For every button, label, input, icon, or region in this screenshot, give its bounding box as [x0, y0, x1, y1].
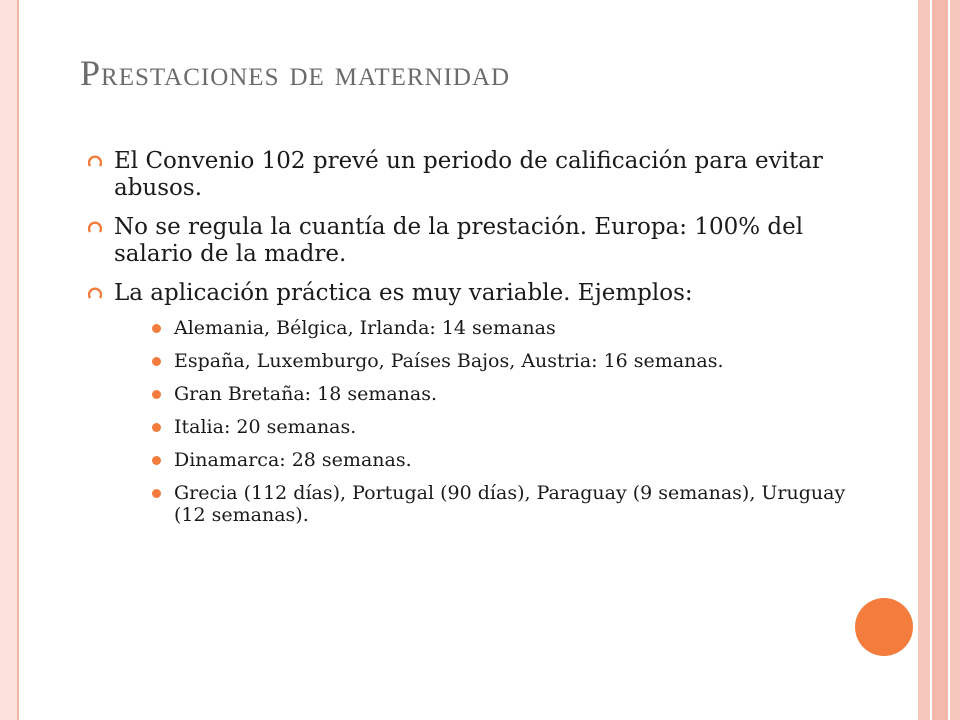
- bullet-icon: [88, 286, 102, 300]
- sub-bullet-text: Dinamarca: 28 semanas.: [174, 449, 412, 471]
- sub-bullet-list: [148, 317, 848, 526]
- bullet-icon: [88, 220, 102, 234]
- decorative-circle: [855, 598, 913, 656]
- bullet-text: No se regula la cuantía de la prestación. Europa: 100% del salario de la madre.: [114, 214, 804, 267]
- sub-bullet-item: [148, 350, 848, 372]
- right-stripe: [918, 0, 930, 720]
- bullet-item: [88, 214, 848, 268]
- dot-icon: [152, 390, 161, 399]
- bullet-item: [88, 148, 848, 202]
- dot-icon: [152, 489, 161, 498]
- dot-icon: [152, 324, 161, 333]
- bullet-icon: [88, 154, 102, 168]
- bullet-text: La aplicación práctica es muy variable. Ejemplos:: [114, 280, 693, 306]
- sub-bullet-item: [148, 449, 848, 471]
- sub-bullet-text: Italia: 20 semanas.: [174, 416, 357, 438]
- sub-bullet-text: España, Luxemburgo, Países Bajos, Austria: 16 semanas.: [174, 350, 724, 372]
- right-stripe: [932, 0, 948, 720]
- sub-bullet-item: [148, 416, 848, 438]
- dot-icon: [152, 456, 161, 465]
- sub-bullet-item: [148, 482, 848, 526]
- slide-title: Prestaciones de maternidad: [80, 53, 511, 93]
- right-stripe: [950, 0, 960, 720]
- slide-content: [88, 148, 848, 538]
- sub-bullet-item: [148, 383, 848, 405]
- left-frame: [0, 0, 19, 720]
- bullet-item: [88, 280, 848, 526]
- sub-bullet-text: Gran Bretaña: 18 semanas.: [174, 383, 438, 405]
- sub-bullet-item: [148, 317, 848, 339]
- sub-bullet-text: Grecia (112 días), Portugal (90 días), Paraguay (9 semanas), Uruguay (12 semanas).: [174, 482, 846, 526]
- dot-icon: [152, 357, 161, 366]
- bullet-text: El Convenio 102 prevé un periodo de calificación para evitar abusos.: [114, 148, 823, 201]
- sub-bullet-text: Alemania, Bélgica, Irlanda: 14 semanas: [174, 317, 556, 339]
- dot-icon: [152, 423, 161, 432]
